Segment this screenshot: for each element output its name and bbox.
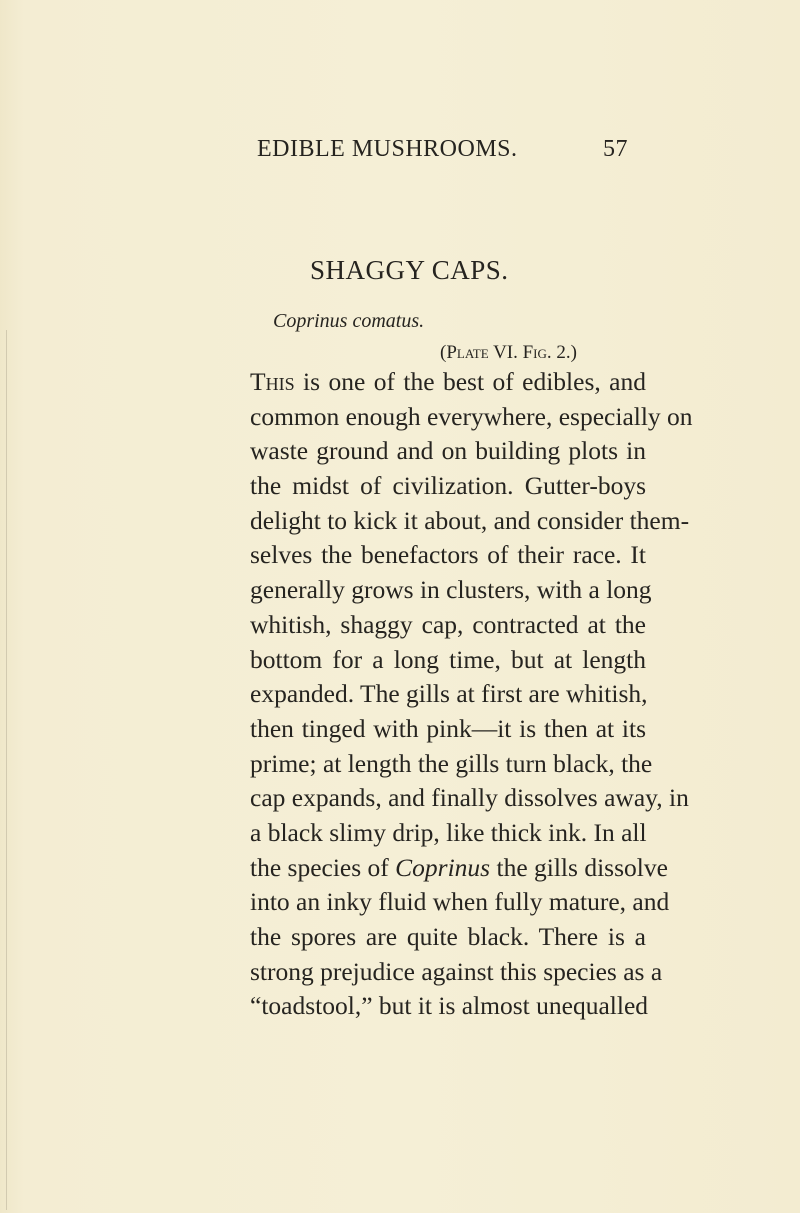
text-line: common enough everywhere, especially on xyxy=(250,401,693,431)
text-line: bottom for a long time, but at length xyxy=(250,644,646,674)
text-line: cap expands, and finally dissolves away, in xyxy=(250,783,689,813)
plate-reference: (Plate VI. Fig. 2.) xyxy=(440,342,577,363)
text-line: “toadstool,” but it is almost unequalled xyxy=(250,991,649,1021)
text-line: delight to kick it about, and consider them- xyxy=(250,505,690,535)
page-gutter-line xyxy=(6,330,7,1210)
text-line: the spores are quite black. There is a xyxy=(250,922,646,951)
text-line: the midst of civilization. Gutter-boys xyxy=(250,471,646,501)
text-line: strong prejudice against this species as a xyxy=(250,956,663,986)
text-line: whitish, shaggy cap, contracted at the xyxy=(250,609,646,639)
page-number: 57 xyxy=(603,136,628,162)
text-line: prime; at length the gills turn black, the xyxy=(250,748,653,778)
text-line: expanded. The gills at first are whitish, xyxy=(250,679,648,709)
running-head-title: EDIBLE MUSHROOMS. xyxy=(257,136,518,162)
text-line: selves the benefactors of their race. It xyxy=(250,540,646,570)
text-line: generally grows in clusters, with a long xyxy=(250,575,652,605)
text-line: waste ground and on building plots in xyxy=(250,436,646,466)
text-line: a black slimy drip, like thick ink. In all xyxy=(250,817,647,847)
text-line: This is one of the best of edibles, and xyxy=(250,367,646,396)
text-line: into an inky fluid when fully mature, and xyxy=(250,887,670,917)
text-line: the species of Coprinus the gills dissolve xyxy=(250,852,668,882)
latin-name: Coprinus comatus. xyxy=(273,310,425,332)
text-line: then tinged with pink—it is then at its xyxy=(250,713,646,743)
body-text xyxy=(250,365,693,1024)
section-title: SHAGGY CAPS. xyxy=(310,255,509,285)
